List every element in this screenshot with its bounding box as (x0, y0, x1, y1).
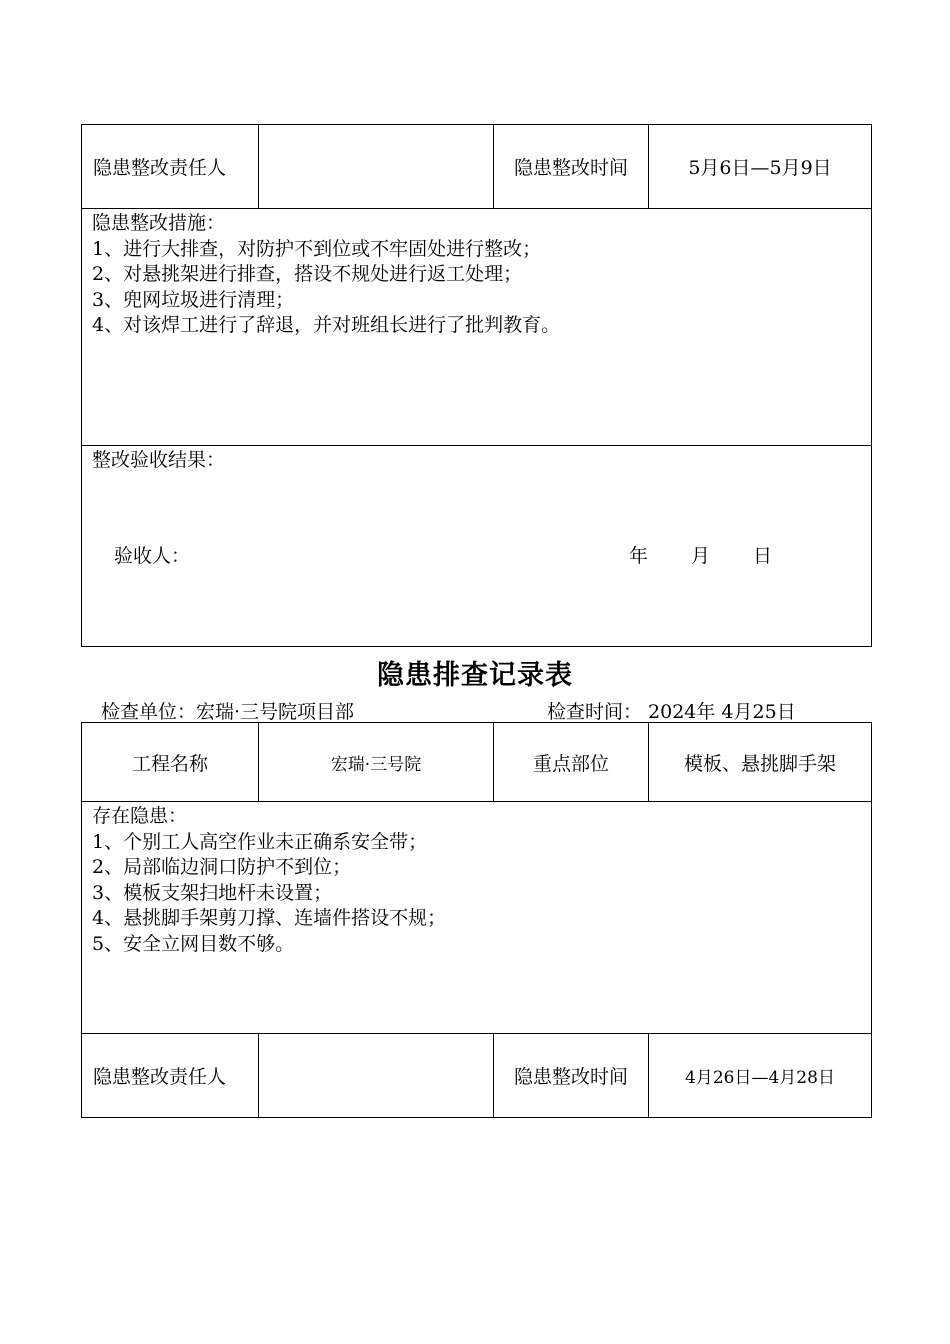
measures-heading: 隐患整改措施： (92, 212, 226, 234)
hazard-item: 2、局部临边洞口防护不到位； (92, 856, 352, 878)
inspection-time: 检查时间： 2024年 4月25日 (547, 701, 796, 723)
upper-responsible-value[interactable] (259, 125, 494, 209)
inspection-unit: 检查单位：宏瑞·三号院项目部 (101, 701, 355, 723)
focus-area-label: 重点部位 (494, 723, 649, 802)
hazard-item: 4、悬挑脚手架剪刀撑、连墙件搭设不规； (92, 907, 447, 929)
project-name-value[interactable]: 宏瑞·三号院 (259, 723, 494, 802)
lower-time-value[interactable]: 4月26日—4月28日 (649, 1034, 872, 1118)
lower-responsible-label: 隐患整改责任人 (82, 1034, 259, 1118)
measure-item: 4、对该焊工进行了辞退，并对班组长进行了批判教育。 (92, 314, 561, 336)
hazard-record-table (81, 722, 872, 1118)
measure-item: 2、对悬挑架进行排查，搭设不规处进行返工处理； (92, 263, 523, 285)
hazard-item: 1、个别工人高空作业未正确系安全带； (92, 830, 428, 853)
date-day-label: 日 (753, 544, 773, 567)
focus-area-value[interactable]: 模板、悬挑脚手架 (649, 723, 872, 802)
form-title: 隐患排查记录表 (377, 660, 573, 691)
date-month-label: 月 (691, 544, 711, 567)
acceptance-heading: 整改验收结果： (92, 449, 226, 471)
upper-time-label: 隐患整改时间 (494, 125, 649, 209)
lower-responsible-value[interactable] (259, 1034, 494, 1118)
upper-record-table (81, 124, 872, 647)
acceptor-label: 验收人： (114, 544, 191, 567)
hazard-item: 5、安全立网目数不够。 (92, 932, 295, 955)
date-year-label: 年 (629, 544, 649, 567)
hazards-section[interactable] (82, 802, 872, 1034)
measures-section[interactable] (82, 209, 872, 446)
hazards-heading: 存在隐患： (92, 805, 188, 827)
acceptance-signoff-row (92, 544, 861, 642)
hazard-item: 3、模板支架扫地杆未设置； (92, 881, 333, 904)
lower-time-label: 隐患整改时间 (494, 1034, 649, 1118)
upper-responsible-label: 隐患整改责任人 (82, 125, 259, 209)
measure-item: 3、兜网垃圾进行清理； (92, 288, 295, 311)
acceptance-section[interactable] (82, 446, 872, 647)
measure-item: 1、进行大排查，对防护不到位或不牢固处进行整改； (92, 237, 542, 260)
acceptance-date[interactable] (629, 544, 815, 570)
upper-time-value[interactable]: 5月6日—5月9日 (649, 125, 872, 209)
project-name-label: 工程名称 (82, 723, 259, 802)
